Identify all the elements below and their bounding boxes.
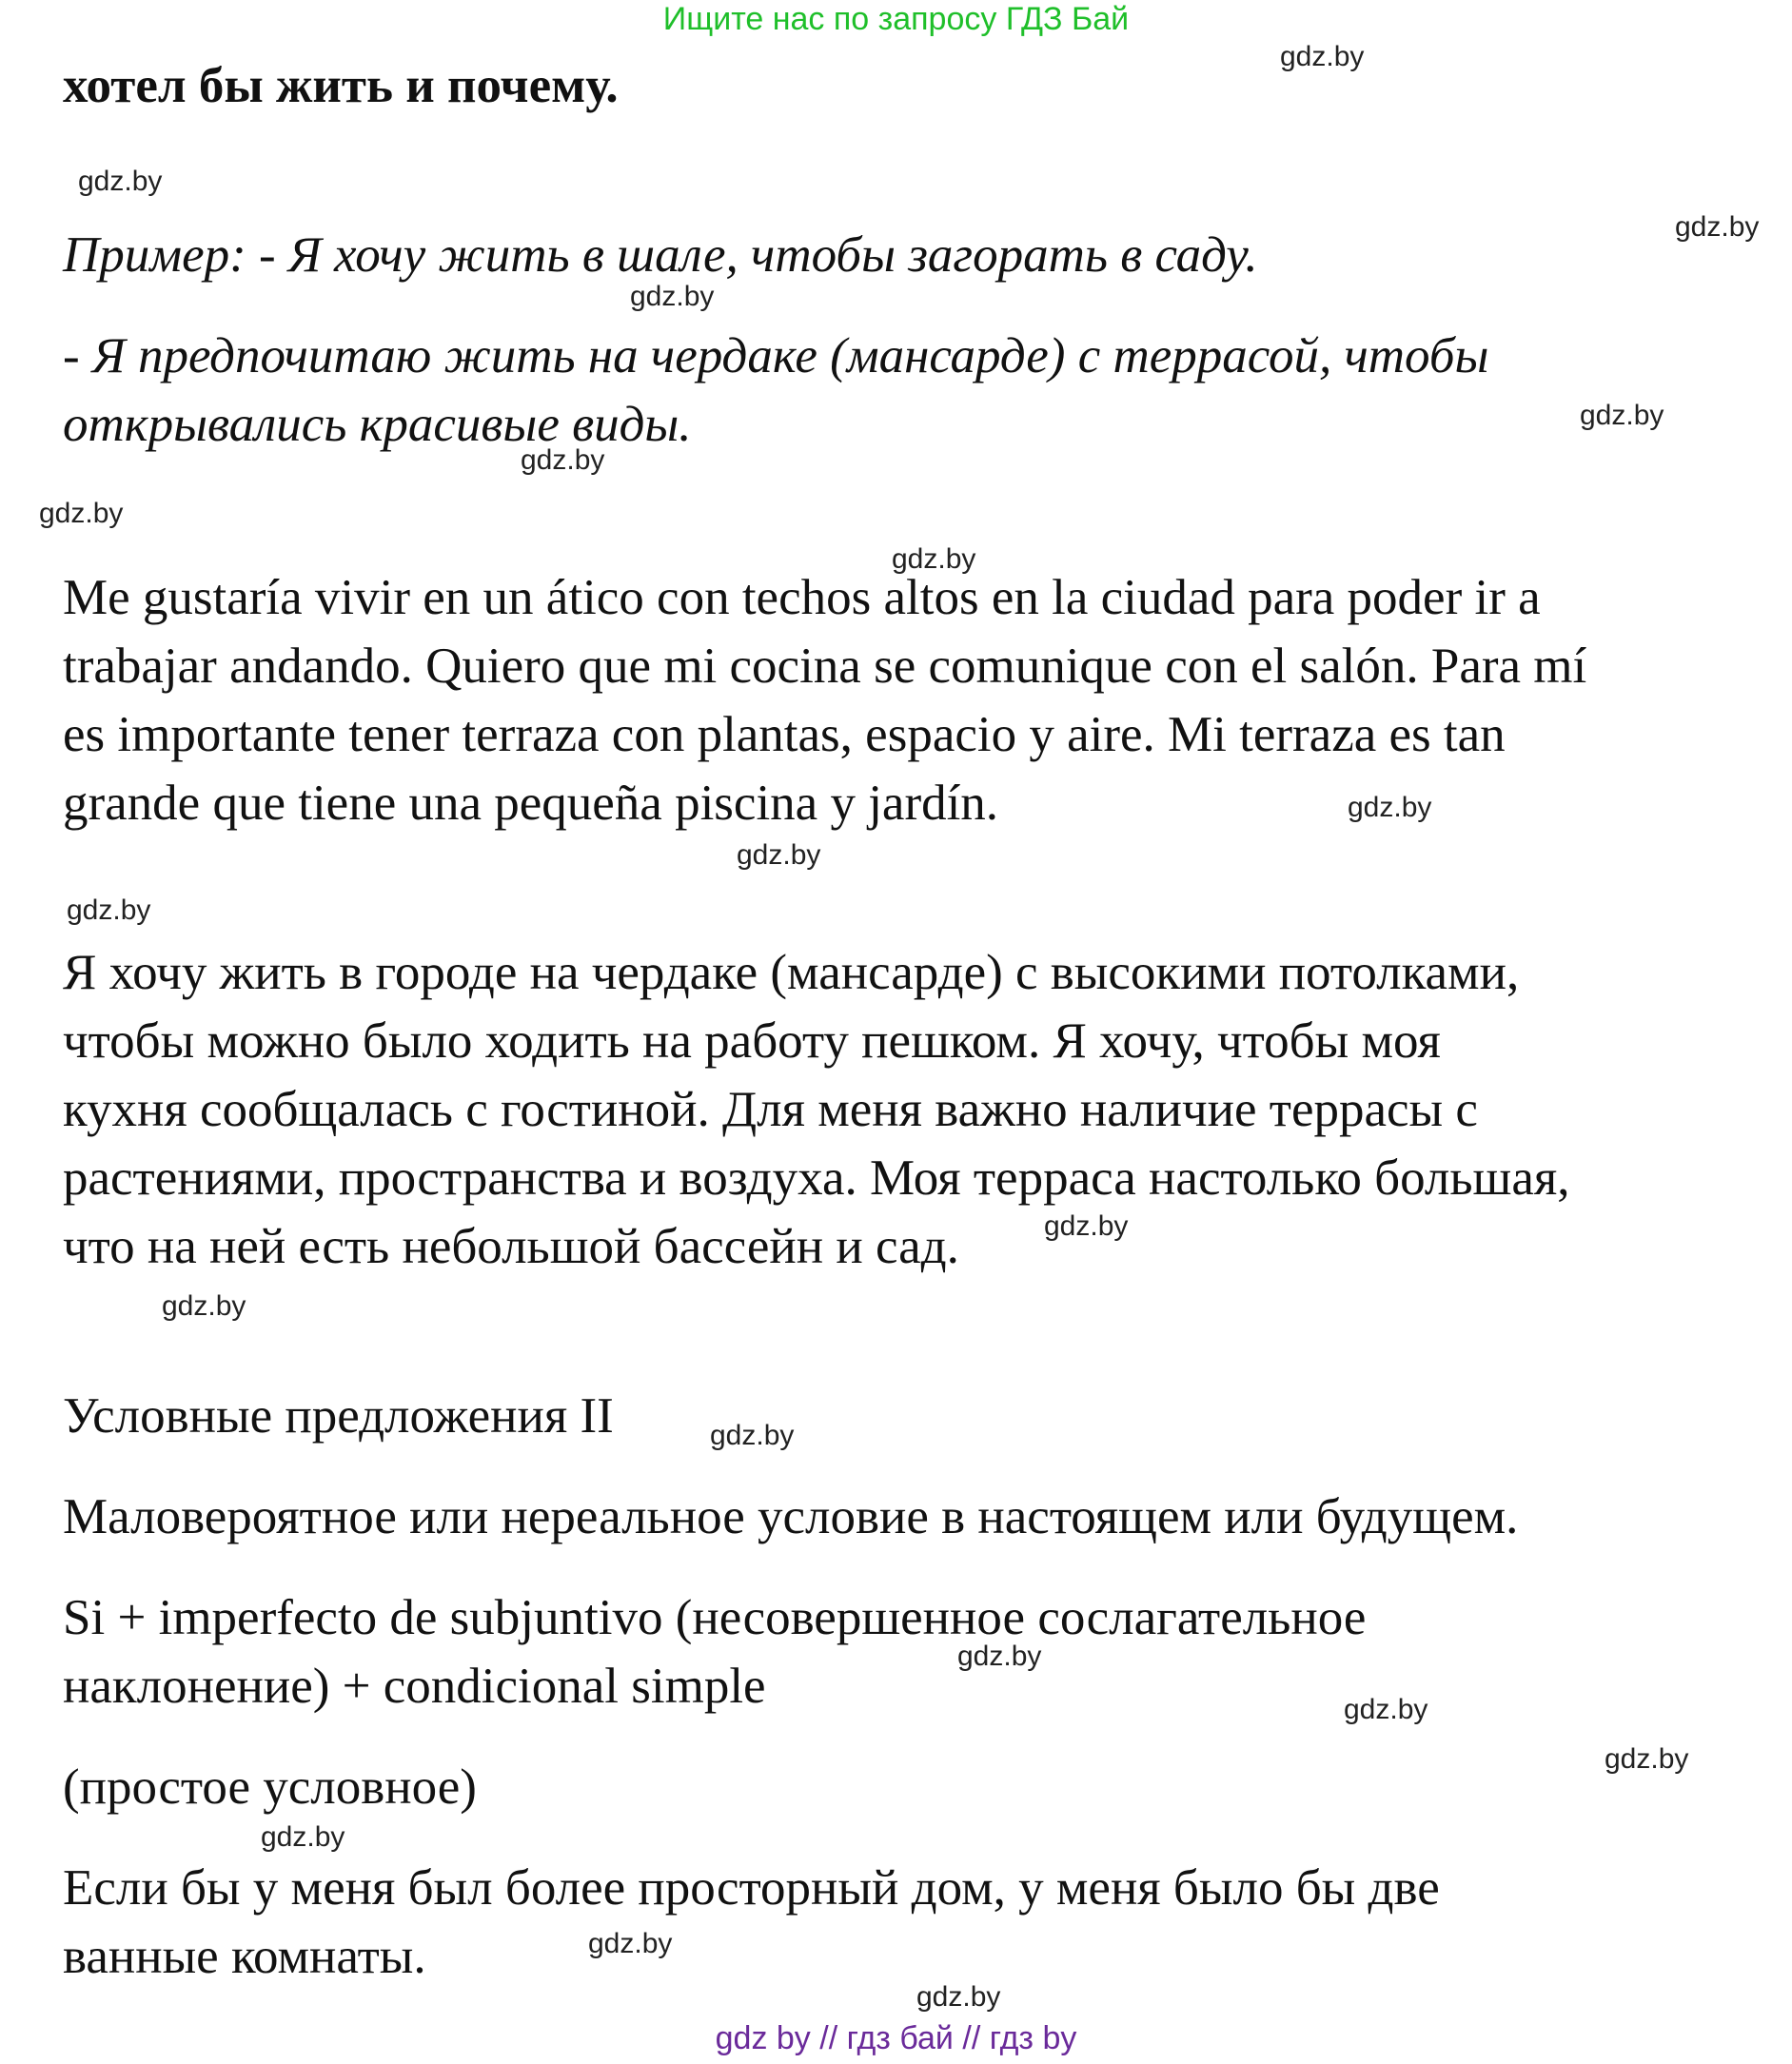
example-line-1: Пример: - Я хочу жить в шале, чтобы загорать в саду. <box>63 227 1258 283</box>
watermark: gdz.by <box>957 1641 1042 1672</box>
spanish-text-line: trabajar andando. Quiero que mi cocina se comunique con el salón. Para mí <box>63 639 1587 694</box>
watermark: gdz.by <box>1580 400 1664 431</box>
russian-translation-line: чтобы можно было ходить на работу пешком. Я хочу, чтобы моя <box>63 1013 1441 1069</box>
russian-translation-line: кухня сообщалась с гостиной. Для меня важно наличие террасы с <box>63 1082 1478 1137</box>
task-heading: хотел бы жить и почему. <box>63 58 619 113</box>
watermark: gdz.by <box>1344 1694 1428 1725</box>
watermark: gdz.by <box>630 281 715 312</box>
watermark: gdz.by <box>916 1981 1001 2013</box>
russian-translation-line: растениями, пространства и воздуха. Моя терраса настолько большая, <box>63 1150 1570 1206</box>
watermark: gdz.by <box>892 543 976 575</box>
watermark: gdz.by <box>78 166 163 197</box>
search-hint-link[interactable]: Ищите нас по запросу ГДЗ Бай <box>662 1 1130 37</box>
watermark: gdz.by <box>1605 1743 1689 1775</box>
russian-translation-line: что на ней есть небольшой бассейн и сад. <box>63 1219 959 1274</box>
watermark: gdz.by <box>162 1290 246 1322</box>
watermark: gdz.by <box>1280 41 1365 72</box>
spanish-text-line: grande que tiene una pequeña piscina y jardín. <box>63 776 999 831</box>
grammar-formula-line-3: (простое условное) <box>63 1759 477 1815</box>
spanish-text-line: es importante tener terraza con plantas, espacio y aire. Mi terraza es tan <box>63 707 1506 762</box>
grammar-title: Условные предложения II <box>63 1388 614 1444</box>
russian-translation-line: Я хочу жить в городе на чердаке (мансарде) с высокими потолками, <box>63 945 1520 1000</box>
watermark: gdz.by <box>710 1420 795 1451</box>
watermark: gdz.by <box>521 444 605 476</box>
watermark: gdz.by <box>737 839 821 871</box>
watermark: gdz.by <box>1044 1210 1129 1242</box>
watermark: gdz.by <box>1675 211 1760 243</box>
footer-links[interactable]: gdz by // гдз бай // гдз by <box>715 2020 1077 2056</box>
example-line-2: - Я предпочитаю жить на чердаке (мансарде) с террасой, чтобы <box>63 328 1489 383</box>
spanish-text-line: Me gustaría vivir en un ático con techos altos en la ciudad para poder ir a <box>63 570 1541 625</box>
example-line-3: открывались красивые виды. <box>63 397 692 452</box>
grammar-example-line-1: Если бы у меня был более просторный дом, у меня было бы две <box>63 1860 1440 1916</box>
grammar-example-line-2: ванные комнаты. <box>63 1929 426 1984</box>
watermark: gdz.by <box>67 894 151 926</box>
grammar-formula-line-2: наклонение) + condicional simple <box>63 1659 766 1714</box>
watermark: gdz.by <box>1348 792 1432 823</box>
watermark: gdz.by <box>261 1821 345 1853</box>
watermark: gdz.by <box>39 498 124 529</box>
grammar-description: Маловероятное или нереальное условие в настоящем или будущем. <box>63 1489 1519 1544</box>
grammar-formula-line-1: Si + imperfecto de subjuntivo (несовершенное сослагательное <box>63 1590 1367 1645</box>
watermark: gdz.by <box>588 1928 673 1959</box>
